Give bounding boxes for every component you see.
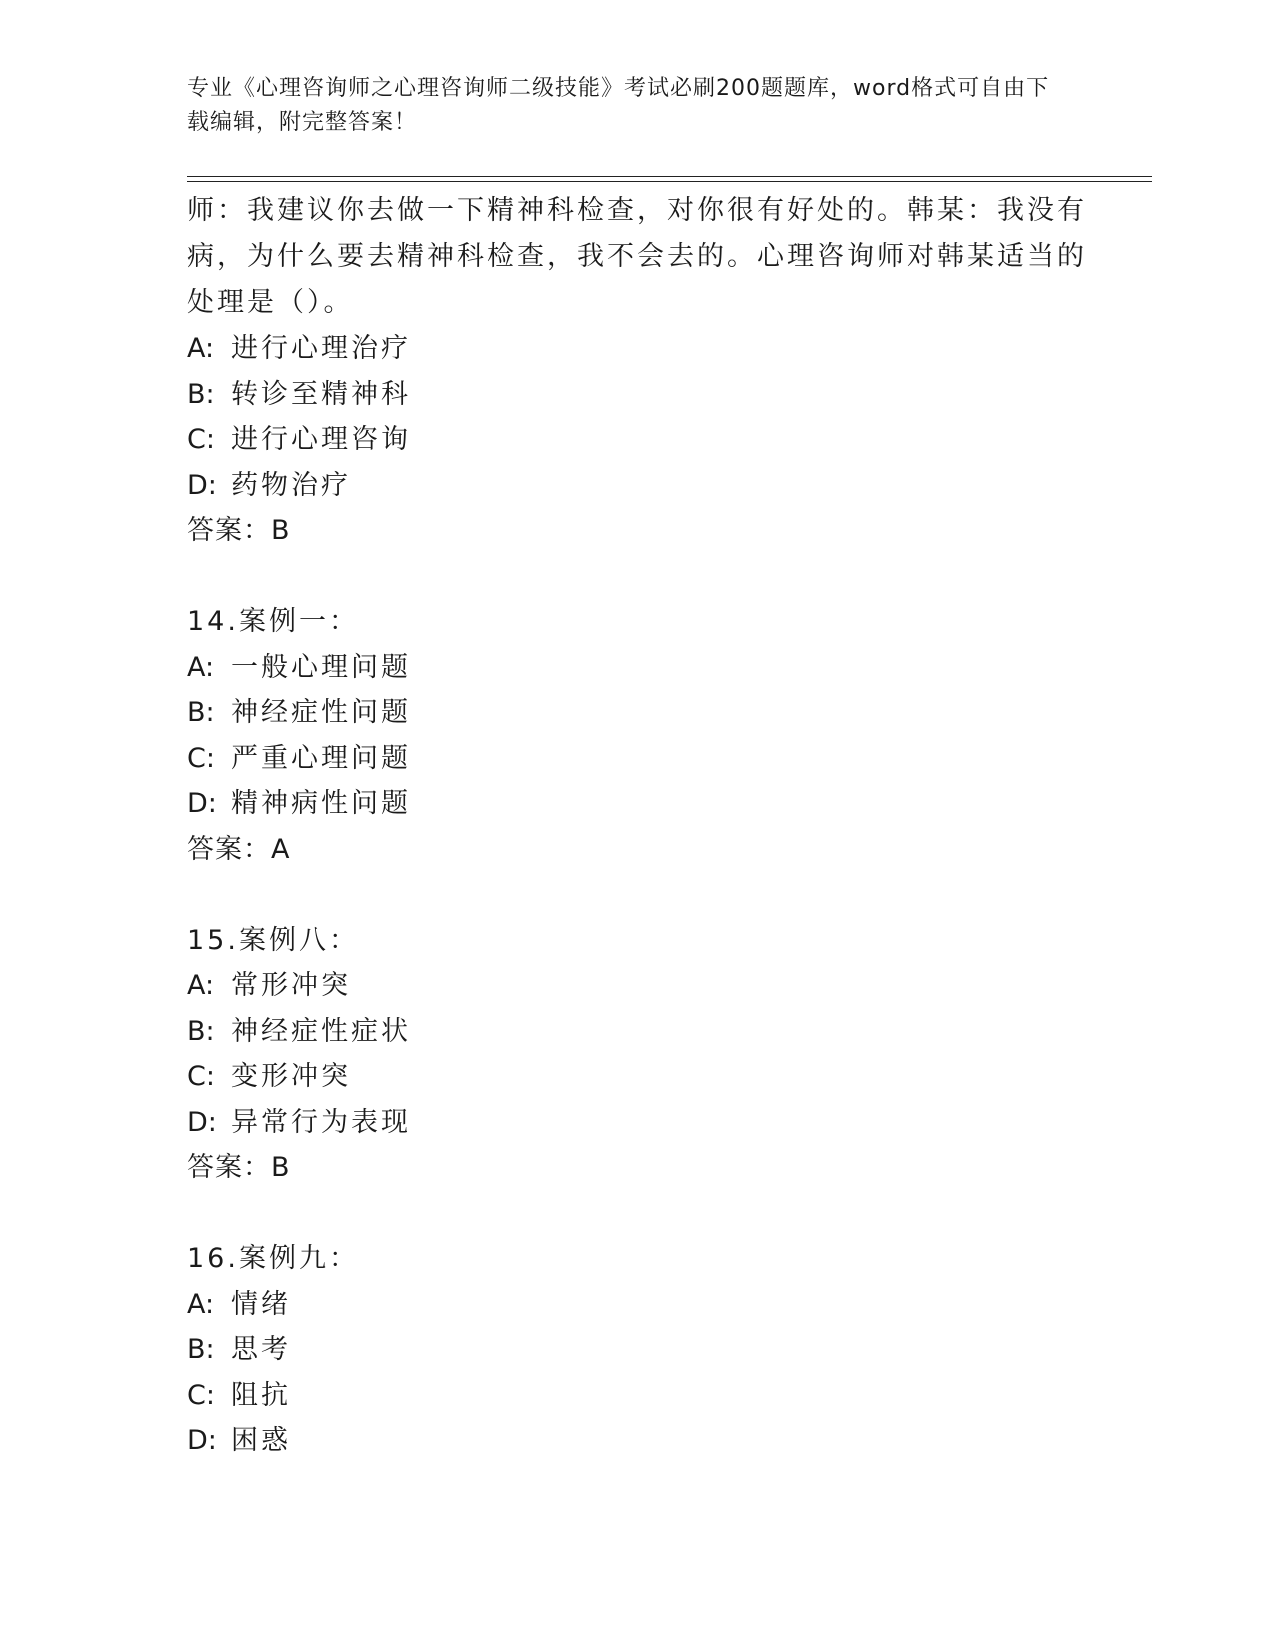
option-letter: A: <box>187 651 215 683</box>
option-d <box>187 1100 1087 1146</box>
option-letter: C: <box>187 1061 215 1092</box>
option-letter: C: <box>187 1379 215 1411</box>
option-b <box>187 690 1087 736</box>
spacer <box>187 1191 1087 1237</box>
option-letter: D: <box>187 469 217 501</box>
option-text: 神经症性症状 <box>231 1015 411 1047</box>
option-c <box>187 1373 1087 1419</box>
answer-line: 答案：A <box>187 833 291 865</box>
question-stem: 15.案例八： <box>187 924 359 956</box>
option-text: 困惑 <box>231 1425 291 1456</box>
option-text: 异常行为表现 <box>231 1106 411 1138</box>
option-letter: B: <box>187 1334 215 1365</box>
option-text: 神经症性问题 <box>231 697 411 728</box>
option-letter: C: <box>187 424 215 455</box>
option-c <box>187 1054 1087 1100</box>
option-text: 转诊至精神科 <box>231 378 411 410</box>
question-list <box>187 188 1087 1464</box>
option-b <box>187 1327 1087 1373</box>
option-text: 进行心理咨询 <box>231 424 411 455</box>
option-letter: D: <box>187 1106 217 1138</box>
option-a <box>187 1282 1087 1328</box>
option-letter: B: <box>187 697 215 728</box>
option-letter: D: <box>187 1425 217 1456</box>
option-d <box>187 1418 1087 1464</box>
option-letter: B: <box>187 1015 215 1047</box>
spacer <box>187 872 1087 918</box>
option-text: 一般心理问题 <box>231 651 411 683</box>
option-letter: A: <box>187 970 215 1001</box>
option-text: 精神病性问题 <box>231 788 411 819</box>
question-block <box>187 599 1087 872</box>
option-text: 变形冲突 <box>231 1061 351 1092</box>
question-stem: 师：我建议你去做一下精神科检查，对你很有好处的。韩某：我没有病，为什么要去精神科检查，我不会去的。心理咨询师对韩某适当的处理是（）。 <box>187 195 1087 318</box>
option-text: 思考 <box>231 1334 291 1365</box>
option-letter: B: <box>187 378 215 410</box>
option-text: 进行心理治疗 <box>231 333 411 364</box>
option-text: 阻抗 <box>231 1379 291 1411</box>
answer-line: 答案：B <box>187 1152 291 1183</box>
option-a <box>187 963 1087 1009</box>
option-d <box>187 463 1087 509</box>
option-b <box>187 372 1087 418</box>
option-a <box>187 645 1087 691</box>
option-text: 常形冲突 <box>231 970 351 1001</box>
option-text: 严重心理问题 <box>231 742 411 774</box>
question-block <box>187 918 1087 1191</box>
option-letter: C: <box>187 742 215 774</box>
option-text: 情绪 <box>231 1288 291 1320</box>
option-c <box>187 736 1087 782</box>
option-letter: A: <box>187 333 215 364</box>
option-c <box>187 417 1087 463</box>
answer-line: 答案：B <box>187 515 291 546</box>
option-letter: A: <box>187 1288 215 1320</box>
option-a <box>187 326 1087 372</box>
header-rule-bottom <box>187 181 1152 182</box>
option-letter: D: <box>187 788 217 819</box>
option-b <box>187 1009 1087 1055</box>
question-stem: 14.案例一： <box>187 606 359 637</box>
spacer <box>187 554 1087 600</box>
question-stem: 16.案例九： <box>187 1243 359 1274</box>
document-header: 专业《心理咨询师之心理咨询师二级技能》考试必刷200题题库，word格式可自由下载编辑，附完整答案！ <box>187 76 1050 135</box>
option-text: 药物治疗 <box>231 469 351 501</box>
option-d <box>187 781 1087 827</box>
header-rule-top <box>187 176 1152 177</box>
question-block <box>187 1236 1087 1464</box>
question-block <box>187 188 1087 554</box>
